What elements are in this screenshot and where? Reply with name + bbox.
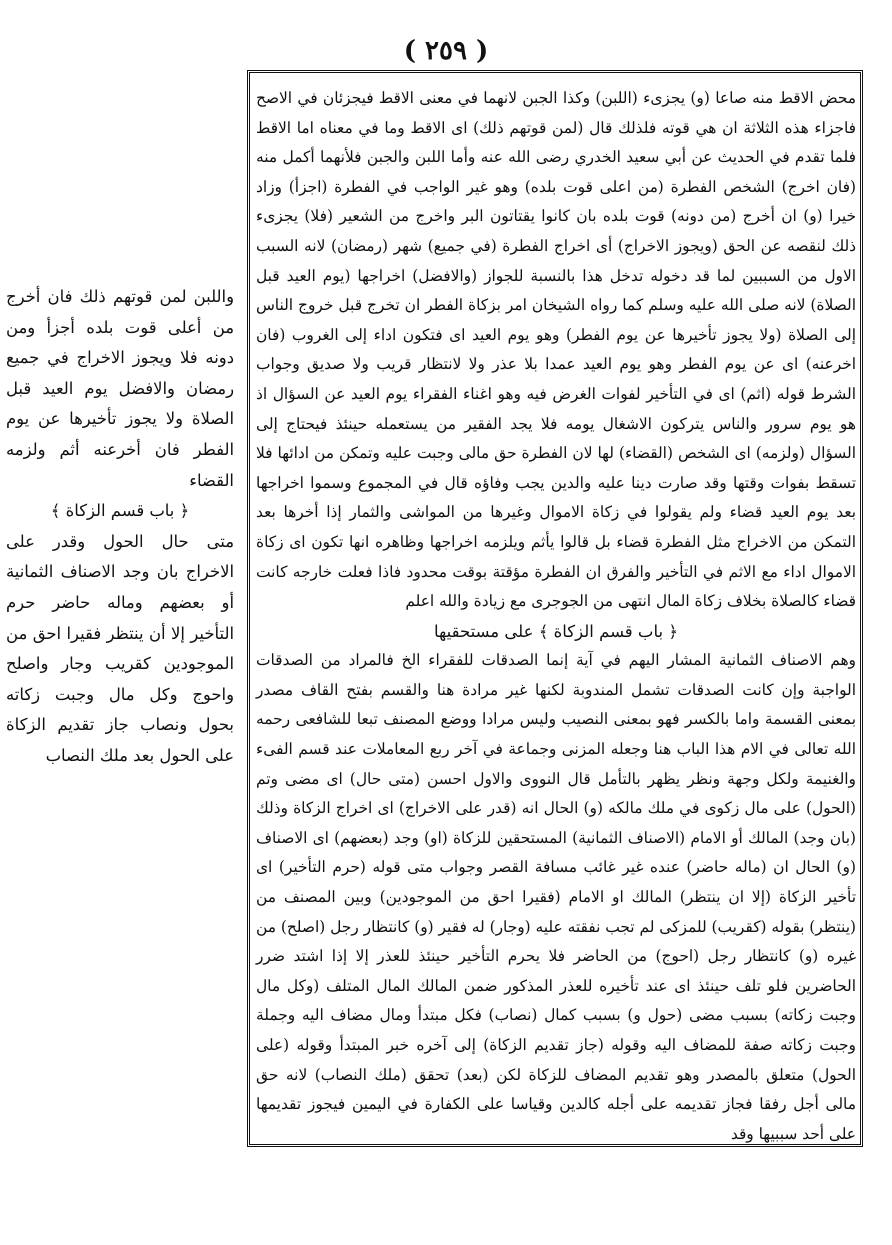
matn-paragraph: متى حال الحول وقدر على الاخراج بان وجد الاصناف الثمانية أو بعضهم وماله حاضر حرم التأخير إلا أن ينتظر فقيرا احق من الموجودين كقريب وجار واصلح واحوج وكل مال وجبت زكاته بحول ونصاب جاز تقديم الزكاة على الحول بعد ملك النصاب (6, 531, 234, 765)
matn-text (6, 282, 234, 772)
matn-chapter-heading: ﴿ باب قسم الزكاة ﴾ (50, 501, 190, 521)
commentary-text (256, 84, 856, 1149)
page-number: ( ٢٥٩ ) (403, 36, 489, 66)
commentary-paragraph: محض الاقط منه صاعا (و) يجزىء (اللبن) وكذا الجبن لانهما في معنى الاقط فيجزئان في الاصح فاجزاء هذه الثلاثة ان هي قوته فلذلك قال (لمن قوتهم ذلك) اى الاقط وما في معناه اما الاقط فلما تقدم في الحديث عن أبي سعيد الخدري رضى الله عنه وأما اللبن والجبن فلأنهما أكمل منه (فان اخرج) الشخص الفطرة (من اعلى قوت بلده) وهو غير الواجب في الفطرة (اجزأ) وزاد خيرا (و) ان أخرج (من دونه) قوت بلده بان كانوا يقتاتون البر واخرج من الشعير (فلا) يجزىء ذلك لنقصه عن الحق (ويجوز الاخراج) أى اخراج الفطرة (في جميع) شهر (رمضان) لانه السبب الاول من السببين لما قد دخوله تدخل هذا بالنسبة للجواز (والافضل) اخراجها (يوم العيد قبل الصلاة) لانه صلى الله عليه وسلم كما رواه الشيخان امر بزكاة الفطر ان تخرج قبل خروج الناس إلى الصلاة (ولا يجوز تأخيرها عن يوم الفطر) وهو يوم العيد اى فتكون اداء إلى الغروب (فان اخرعنه) اى عن يوم الفطر وهو يوم العيد عمدا بلا عذر ولا لانتظار قريب ولا صديق وجواب الشرط قوله (اثم) اى في التأخير لفوات الغرض فيه وهو اغناء الفقراء يوم العيد عن السؤال اذ هو يوم سرور والناس يتركون الاشغال يومه فلا يجد الفقير من يستعمله حينئذ فيحتاج إلى السؤال (ولزمه) اى الشخص (القضاء) لها لان الفطرة حق مالى وجبت عليه وتمكن من ادائها فلا تسقط بفوات وقتها وقد صارت دينا عليه والدين يجب وفاؤه قال في المجموع وسموا اخراجها بعد يوم العيد قضاء ولم يقولوا في زكاة الاموال وغيرها من المواشى والثمار إذا أخرها بعد التمكن من الاخراج مثل الفطرة قضاء بل قالوا يأثم ويلزمه اخراجها وظاهره انها تكون اى زكاة الاموال اداء مع الاثم في التأخير والفرق ان الفطرة مؤقتة بوقت محدود فاذا فعلت خارجه كانت قضاء كالصلاة بخلاف زكاة المال انتهى من الجوجرى مع زيادة والله اعلم (256, 89, 856, 611)
matn-paragraph: واللبن لمن قوتهم ذلك فان أخرج من أعلى قوت بلده أجزأ ومن دونه فلا ويجوز الاخراج في جميع رمضان والافضل يوم العيد قبل الصلاة ولا يجوز تأخيرها عن يوم الفطر فان أخرعنه أثم ولزمه القضاء (6, 287, 234, 490)
commentary-paragraph: وهم الاصناف الثمانية المشار اليهم في آية إنما الصدقات للفقراء الخ فالمراد من الصدقات الواجبة وإن كانت الصدقات تشمل المندوبة لكنها غير مرادة هنا والقسم بفتح القاف مصدر بمعنى القسمة واما بالكسر فهو بمعنى النصيب وليس مرادا ووضع المصنف تبعا للشافعى رحمه الله تعالى في الام هذا الباب هنا وجعله المزنى وجماعة في آخر ربع المعاملات عند قسم الفىء والغنيمة ولكل وجهة ونظر يظهر بالتأمل قال النووى والاول احسن (متى حال) اى مضى وتم (الحول) على مال زكوى في ملك مالكه (و) الحال انه (قدر على الاخراج) اى اخراج الزكاة وذلك (بان وجد) المالك أو الامام (الاصناف الثمانية) المستحقين للزكاة (او) وجد (بعضهم) اى الاصناف (و) الحال ان (ماله حاضر) عنده غير غائب مسافة القصر وجواب متى قوله (حرم التأخير) اى تأخير الزكاة (إلا ان ينتظر) المالك او الامام (فقيرا احق من الموجودين) وبين المصنف من (ينتظر) بقوله (كقريب) للمزكى لم تجب نفقته عليه (وجار) له فقير (و) كانتظار رجل (اصلح) من غيره (و) كانتظار رجل (احوج) من الحاضر فلا يحرم التأخير حينئذ للعذر إلا إذا اشتد ضرر الحاضرين فلو تلف حينئذ اى عند تأخيره للعذر المذكور ضمن المالك المال المتلف (وكل مال وجبت زكاته) بسبب مضى (حول و) بسبب كمال (نصاب) فكل مبتدأ ومال مضاف اليه وجملة وجبت زكاته صفة للمضاف اليه وقوله (جاز تقديم الزكاة) إلى آخره خبر المبتدأ وقوله (على الحول) متعلق بالمصدر وهو تقديم المضاف للزكاة لكن (بعد) تحقق (ملك النصاب) لانه حق مالى أجل رفقا فجاز تقديمه على أجله كالدين وقياسا على الكفارة في اليمين فيجوز تقديمها على أحد سببيها وقد (256, 651, 856, 1143)
chapter-heading: ﴿ باب قسم الزكاة ﴾ على مستحقيها (434, 621, 678, 641)
